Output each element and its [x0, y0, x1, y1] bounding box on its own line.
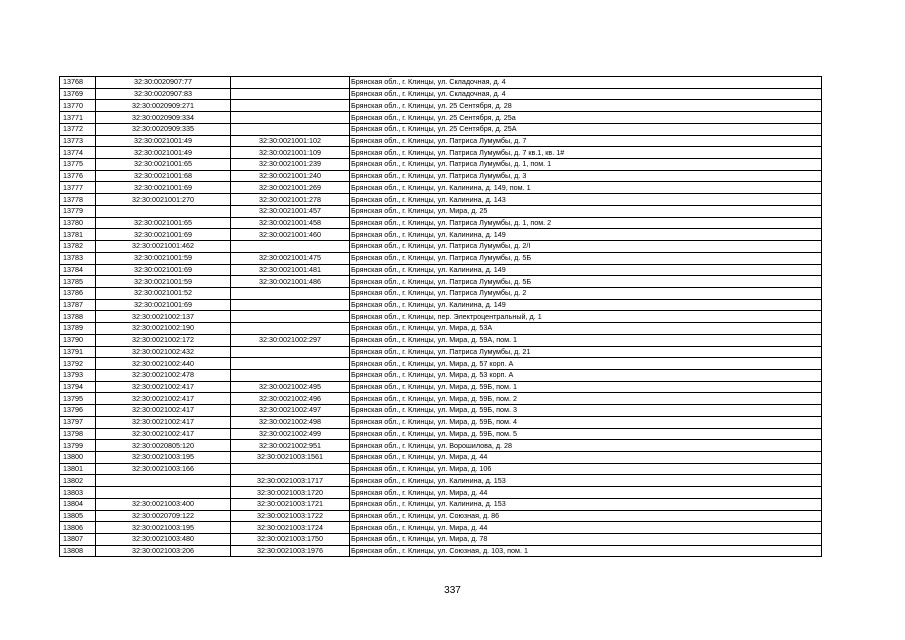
object-number-cell	[231, 463, 350, 475]
row-number-cell: 13795	[60, 393, 96, 405]
parcel-number-cell: 32:30:0021002:478	[96, 369, 231, 381]
address-cell: Брянская обл., г. Клинцы, ул. Мира, д. 59Б, пом. 2	[350, 393, 822, 405]
table-row	[60, 147, 822, 159]
object-number-cell	[231, 112, 350, 124]
row-number-cell: 13788	[60, 311, 96, 323]
row-number-cell: 13799	[60, 440, 96, 452]
parcel-number-cell: 32:30:0021001:49	[96, 135, 231, 147]
row-number-cell: 13798	[60, 428, 96, 440]
object-number-cell	[231, 346, 350, 358]
row-number-cell: 13808	[60, 545, 96, 557]
table-row	[60, 545, 822, 557]
object-number-cell: 32:30:0021002:496	[231, 393, 350, 405]
table-row	[60, 194, 822, 206]
parcel-number-cell: 32:30:0021002:417	[96, 381, 231, 393]
object-number-cell	[231, 123, 350, 135]
parcel-number-cell: 32:30:0021001:69	[96, 264, 231, 276]
parcel-number-cell: 32:30:0021001:68	[96, 170, 231, 182]
parcel-number-cell: 32:30:0021002:432	[96, 346, 231, 358]
address-cell: Брянская обл., г. Клинцы, ул. Мира, д. 25	[350, 205, 822, 217]
address-cell: Брянская обл., г. Клинцы, ул. Калинина, д. 143	[350, 194, 822, 206]
parcel-number-cell	[96, 475, 231, 487]
object-number-cell: 32:30:0021002:297	[231, 334, 350, 346]
row-number-cell: 13784	[60, 264, 96, 276]
address-cell: Брянская обл., г. Клинцы, ул. Мира, д. 44	[350, 522, 822, 534]
object-number-cell: 32:30:0021003:1750	[231, 534, 350, 546]
address-cell: Брянская обл., г. Клинцы, ул. Патриса Лумумбы, д. 7 кв.1, кв. 1#	[350, 147, 822, 159]
table-row	[60, 159, 822, 171]
parcel-number-cell: 32:30:0021001:462	[96, 241, 231, 253]
table-row	[60, 88, 822, 100]
object-number-cell: 32:30:0021001:102	[231, 135, 350, 147]
parcel-number-cell: 32:30:0021001:65	[96, 217, 231, 229]
row-number-cell: 13794	[60, 381, 96, 393]
object-number-cell: 32:30:0021001:109	[231, 147, 350, 159]
row-number-cell: 13793	[60, 369, 96, 381]
parcel-number-cell: 32:30:0021003:480	[96, 534, 231, 546]
address-cell: Брянская обл., г. Клинцы, ул. Мира, д. 59Б, пом. 3	[350, 405, 822, 417]
parcel-number-cell: 32:30:0021001:65	[96, 159, 231, 171]
address-cell: Брянская обл., г. Клинцы, ул. Патриса Лумумбы, д. 2	[350, 287, 822, 299]
row-number-cell: 13769	[60, 88, 96, 100]
object-number-cell	[231, 311, 350, 323]
address-cell: Брянская обл., г. Клинцы, ул. Мира, д. 53А	[350, 323, 822, 335]
object-number-cell: 32:30:0021002:497	[231, 405, 350, 417]
object-number-cell	[231, 287, 350, 299]
object-number-cell: 32:30:0021001:239	[231, 159, 350, 171]
object-number-cell	[231, 88, 350, 100]
parcel-number-cell: 32:30:0021003:400	[96, 498, 231, 510]
address-cell: Брянская обл., г. Клинцы, ул. Союзная, д. 86	[350, 510, 822, 522]
parcel-number-cell: 32:30:0021003:195	[96, 452, 231, 464]
row-number-cell: 13792	[60, 358, 96, 370]
table-row	[60, 522, 822, 534]
address-cell: Брянская обл., г. Клинцы, ул. Калинина, д. 149, пом. 1	[350, 182, 822, 194]
address-cell: Брянская обл., г. Клинцы, ул. Калинина, д. 149	[350, 229, 822, 241]
parcel-number-cell: 32:30:0021002:440	[96, 358, 231, 370]
object-number-cell	[231, 241, 350, 253]
parcel-number-cell: 32:30:0021001:69	[96, 182, 231, 194]
table-row	[60, 498, 822, 510]
table-row	[60, 182, 822, 194]
address-cell: Брянская обл., г. Клинцы, ул. Мира, д. 106	[350, 463, 822, 475]
address-cell: Брянская обл., г. Клинцы, ул. Калинина, д. 149	[350, 264, 822, 276]
row-number-cell: 13781	[60, 229, 96, 241]
row-number-cell: 13790	[60, 334, 96, 346]
parcel-number-cell	[96, 487, 231, 499]
table-row	[60, 405, 822, 417]
row-number-cell: 13774	[60, 147, 96, 159]
object-number-cell: 32:30:0021001:457	[231, 205, 350, 217]
table-row	[60, 346, 822, 358]
address-cell: Брянская обл., г. Клинцы, ул. Мира, д. 59А, пом. 1	[350, 334, 822, 346]
table-row	[60, 381, 822, 393]
address-cell: Брянская обл., г. Клинцы, ул. Патриса Лумумбы, д. 5Б	[350, 252, 822, 264]
address-cell: Брянская обл., г. Клинцы, ул. Патриса Лумумбы, д. 1, пом. 2	[350, 217, 822, 229]
object-number-cell	[231, 299, 350, 311]
object-number-cell	[231, 358, 350, 370]
table-row	[60, 229, 822, 241]
object-number-cell: 32:30:0021001:458	[231, 217, 350, 229]
address-cell: Брянская обл., г. Клинцы, ул. Патриса Лумумбы, д. 7	[350, 135, 822, 147]
object-number-cell: 32:30:0021001:269	[231, 182, 350, 194]
row-number-cell: 13800	[60, 452, 96, 464]
parcel-number-cell: 32:30:0021001:270	[96, 194, 231, 206]
table-row	[60, 428, 822, 440]
table-row	[60, 452, 822, 464]
parcel-number-cell: 32:30:0020907:77	[96, 77, 231, 89]
table-row	[60, 358, 822, 370]
row-number-cell: 13782	[60, 241, 96, 253]
row-number-cell: 13780	[60, 217, 96, 229]
row-number-cell: 13770	[60, 100, 96, 112]
table-row	[60, 510, 822, 522]
row-number-cell: 13789	[60, 323, 96, 335]
address-cell: Брянская обл., г. Клинцы, ул. 25 Сентября, д. 28	[350, 100, 822, 112]
row-number-cell: 13805	[60, 510, 96, 522]
table-row	[60, 323, 822, 335]
row-number-cell: 13796	[60, 405, 96, 417]
address-cell: Брянская обл., г. Клинцы, ул. Мира, д. 57 корп. А	[350, 358, 822, 370]
table-row	[60, 77, 822, 89]
table-row	[60, 393, 822, 405]
page-number: 337	[444, 585, 461, 596]
row-number-cell: 13803	[60, 487, 96, 499]
table-row	[60, 276, 822, 288]
address-cell: Брянская обл., г. Клинцы, ул. Мира, д. 53 корп. А	[350, 369, 822, 381]
table-row	[60, 475, 822, 487]
object-number-cell: 32:30:0021002:498	[231, 416, 350, 428]
parcel-number-cell: 32:30:0020907:83	[96, 88, 231, 100]
table-row	[60, 241, 822, 253]
table-row	[60, 217, 822, 229]
row-number-cell: 13783	[60, 252, 96, 264]
object-number-cell	[231, 77, 350, 89]
address-cell: Брянская обл., г. Клинцы, ул. 25 Сентября, д. 25А	[350, 123, 822, 135]
address-cell: Брянская обл., г. Клинцы, ул. Складочная, д. 4	[350, 77, 822, 89]
object-number-cell: 32:30:0021003:1724	[231, 522, 350, 534]
address-cell: Брянская обл., г. Клинцы, ул. Калинина, д. 153	[350, 475, 822, 487]
address-cell: Брянская обл., г. Клинцы, пер. Электроцентральный, д. 1	[350, 311, 822, 323]
parcel-number-cell: 32:30:0021001:49	[96, 147, 231, 159]
parcel-number-cell: 32:30:0021001:59	[96, 252, 231, 264]
register-table	[59, 76, 822, 557]
address-cell: Брянская обл., г. Клинцы, ул. 25 Сентября, д. 25а	[350, 112, 822, 124]
parcel-number-cell: 32:30:0020909:334	[96, 112, 231, 124]
table-row	[60, 416, 822, 428]
row-number-cell: 13791	[60, 346, 96, 358]
object-number-cell: 32:30:0021001:278	[231, 194, 350, 206]
address-cell: Брянская обл., г. Клинцы, ул. Мира, д. 59Б, пом. 1	[350, 381, 822, 393]
parcel-number-cell: 32:30:0021001:69	[96, 229, 231, 241]
object-number-cell: 32:30:0021003:1720	[231, 487, 350, 499]
address-cell: Брянская обл., г. Клинцы, ул. Мира, д. 44	[350, 487, 822, 499]
row-number-cell: 13807	[60, 534, 96, 546]
parcel-number-cell: 32:30:0021002:137	[96, 311, 231, 323]
row-number-cell: 13768	[60, 77, 96, 89]
row-number-cell: 13775	[60, 159, 96, 171]
object-number-cell: 32:30:0021003:1722	[231, 510, 350, 522]
row-number-cell: 13779	[60, 205, 96, 217]
address-cell: Брянская обл., г. Клинцы, ул. Патриса Лумумбы, д. 1, пом. 1	[350, 159, 822, 171]
row-number-cell: 13771	[60, 112, 96, 124]
object-number-cell: 32:30:0021001:481	[231, 264, 350, 276]
row-number-cell: 13776	[60, 170, 96, 182]
row-number-cell: 13804	[60, 498, 96, 510]
row-number-cell: 13778	[60, 194, 96, 206]
table-row	[60, 123, 822, 135]
row-number-cell: 13801	[60, 463, 96, 475]
parcel-number-cell: 32:30:0021002:417	[96, 393, 231, 405]
table-row	[60, 534, 822, 546]
parcel-number-cell: 32:30:0021001:59	[96, 276, 231, 288]
parcel-number-cell: 32:30:0021001:69	[96, 299, 231, 311]
row-number-cell: 13773	[60, 135, 96, 147]
object-number-cell	[231, 323, 350, 335]
object-number-cell: 32:30:0021003:1721	[231, 498, 350, 510]
row-number-cell: 13772	[60, 123, 96, 135]
parcel-number-cell: 32:30:0021002:417	[96, 428, 231, 440]
object-number-cell	[231, 100, 350, 112]
object-number-cell: 32:30:0021001:486	[231, 276, 350, 288]
table-row	[60, 463, 822, 475]
address-cell: Брянская обл., г. Клинцы, ул. Складочная, д. 4	[350, 88, 822, 100]
parcel-number-cell: 32:30:0020909:335	[96, 123, 231, 135]
table-row	[60, 487, 822, 499]
address-cell: Брянская обл., г. Клинцы, ул. Ворошилова, д. 28	[350, 440, 822, 452]
address-cell: Брянская обл., г. Клинцы, ул. Мира, д. 59Б, пом. 4	[350, 416, 822, 428]
object-number-cell: 32:30:0021003:1561	[231, 452, 350, 464]
table-row	[60, 299, 822, 311]
object-number-cell: 32:30:0021002:499	[231, 428, 350, 440]
table-row	[60, 100, 822, 112]
object-number-cell: 32:30:0021002:495	[231, 381, 350, 393]
object-number-cell: 32:30:0021001:475	[231, 252, 350, 264]
row-number-cell: 13785	[60, 276, 96, 288]
row-number-cell: 13797	[60, 416, 96, 428]
table-row	[60, 264, 822, 276]
table-row	[60, 440, 822, 452]
table-row	[60, 205, 822, 217]
parcel-number-cell: 32:30:0020909:271	[96, 100, 231, 112]
row-number-cell: 13802	[60, 475, 96, 487]
table-row	[60, 369, 822, 381]
object-number-cell: 32:30:0021003:1717	[231, 475, 350, 487]
parcel-number-cell: 32:30:0021002:417	[96, 405, 231, 417]
table-row	[60, 334, 822, 346]
address-cell: Брянская обл., г. Клинцы, ул. Патриса Лумумбы, д. 2/I	[350, 241, 822, 253]
parcel-number-cell: 32:30:0020805:120	[96, 440, 231, 452]
parcel-number-cell: 32:30:0021002:417	[96, 416, 231, 428]
parcel-number-cell: 32:30:0021003:206	[96, 545, 231, 557]
table-row	[60, 170, 822, 182]
address-cell: Брянская обл., г. Клинцы, ул. Союзная, д. 103, пом. 1	[350, 545, 822, 557]
parcel-number-cell: 32:30:0021001:52	[96, 287, 231, 299]
row-number-cell: 13806	[60, 522, 96, 534]
parcel-number-cell: 32:30:0021003:195	[96, 522, 231, 534]
address-cell: Брянская обл., г. Клинцы, ул. Патриса Лумумбы, д. 5Б	[350, 276, 822, 288]
object-number-cell: 32:30:0021003:1976	[231, 545, 350, 557]
parcel-number-cell: 32:30:0021002:190	[96, 323, 231, 335]
table-row	[60, 311, 822, 323]
address-cell: Брянская обл., г. Клинцы, ул. Калинина, д. 153	[350, 498, 822, 510]
object-number-cell: 32:30:0021001:460	[231, 229, 350, 241]
address-cell: Брянская обл., г. Клинцы, ул. Мира, д. 44	[350, 452, 822, 464]
parcel-number-cell: 32:30:0021002:172	[96, 334, 231, 346]
row-number-cell: 13777	[60, 182, 96, 194]
object-number-cell: 32:30:0021002:951	[231, 440, 350, 452]
table-row	[60, 135, 822, 147]
address-cell: Брянская обл., г. Клинцы, ул. Патриса Лумумбы, д. 3	[350, 170, 822, 182]
object-number-cell	[231, 369, 350, 381]
address-cell: Брянская обл., г. Клинцы, ул. Мира, д. 78	[350, 534, 822, 546]
address-cell: Брянская обл., г. Клинцы, ул. Патриса Лумумбы, д. 21	[350, 346, 822, 358]
address-cell: Брянская обл., г. Клинцы, ул. Мира, д. 59Б, пом. 5	[350, 428, 822, 440]
object-number-cell: 32:30:0021001:240	[231, 170, 350, 182]
parcel-number-cell: 32:30:0021003:166	[96, 463, 231, 475]
row-number-cell: 13786	[60, 287, 96, 299]
register-table-body	[60, 77, 822, 557]
row-number-cell: 13787	[60, 299, 96, 311]
address-cell: Брянская обл., г. Клинцы, ул. Калинина, д. 149	[350, 299, 822, 311]
table-row	[60, 287, 822, 299]
parcel-number-cell	[96, 205, 231, 217]
table-row	[60, 112, 822, 124]
parcel-number-cell: 32:30:0020709:122	[96, 510, 231, 522]
table-row	[60, 252, 822, 264]
